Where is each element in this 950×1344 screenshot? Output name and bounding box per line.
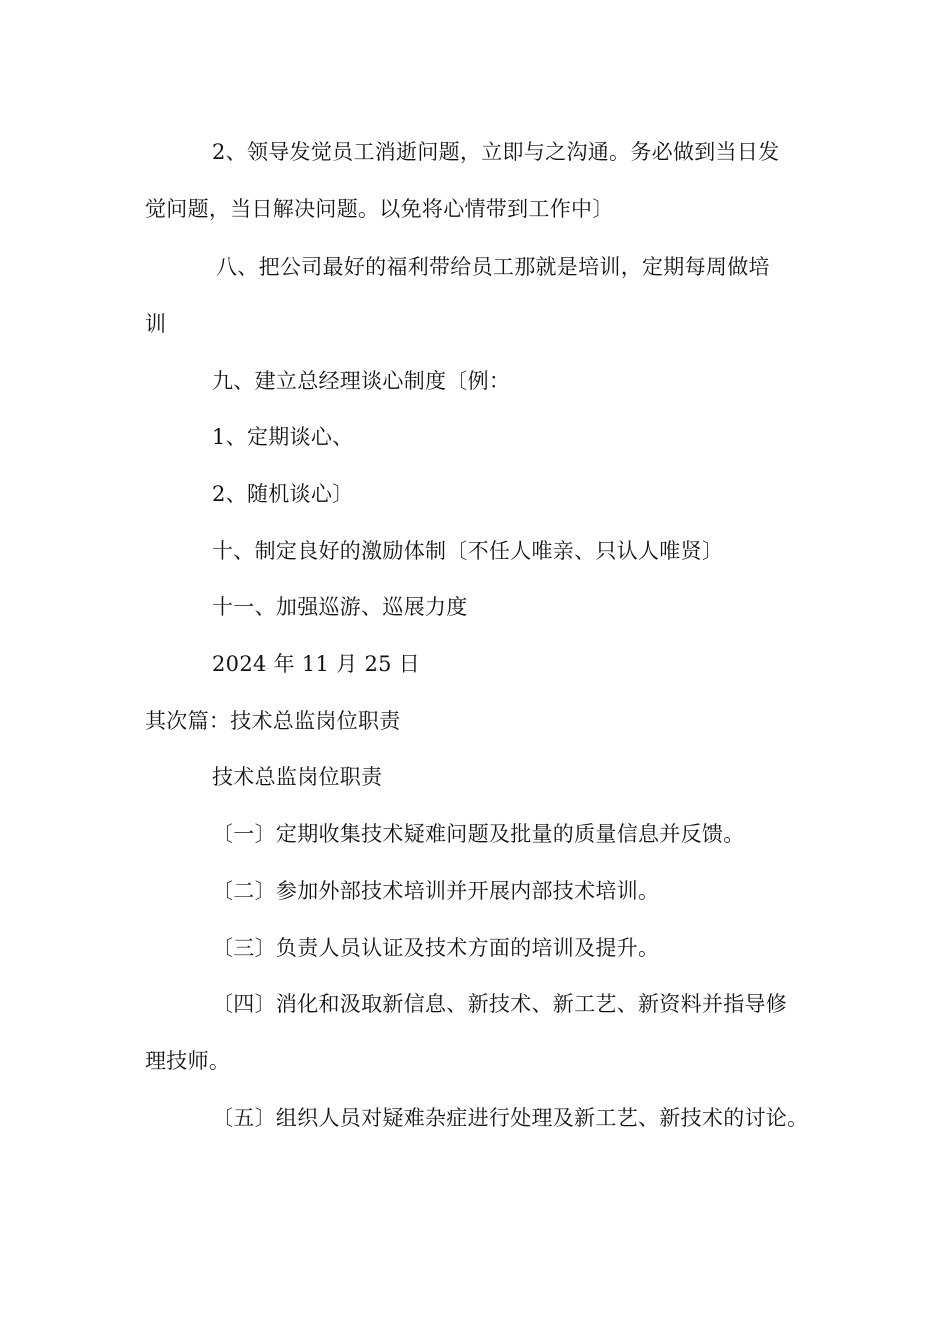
paragraph-line: 〔二〕参加外部技术培训并开展内部技术培训。: [212, 879, 660, 903]
section-heading: 其次篇：技术总监岗位职责: [145, 709, 401, 733]
paragraph-line: 九、建立总经理谈心制度〔例：: [212, 369, 511, 393]
paragraph-line: 〔一〕定期收集技术疑难问题及批量的质量信息并反馈。: [212, 822, 745, 846]
paragraph-line: 1、定期谈心、: [212, 425, 354, 449]
paragraph-line: 十、制定良好的激励体制〔不任人唯亲、只认人唯贤〕: [212, 539, 724, 563]
paragraph-line: 觉问题，当日解决问题。以免将心情带到工作中〕: [145, 197, 614, 221]
paragraph-line: 2、领导发觉员工消逝问题，立即与之沟通。务必做到当日发: [212, 140, 780, 164]
paragraph-line: 〔五〕组织人员对疑难杂症进行处理及新工艺、新技术的讨论。: [212, 1106, 809, 1130]
paragraph-line: 〔四〕消化和汲取新信息、新技术、新工艺、新资料并指导修: [212, 992, 788, 1016]
paragraph-line: 理技师。: [145, 1049, 231, 1073]
paragraph-line: 2、随机谈心〕: [212, 482, 354, 506]
date-line: 2024 年 11 月 25 日: [212, 652, 421, 676]
paragraph-line: 十一、加强巡游、巡展力度: [212, 595, 468, 619]
paragraph-line: 八、把公司最好的福利带给员工那就是培训，定期每周做培: [216, 255, 770, 279]
paragraph-line: 训: [145, 312, 167, 336]
paragraph-line: 〔三〕负责人员认证及技术方面的培训及提升。: [212, 936, 660, 960]
section-subheading: 技术总监岗位职责: [212, 765, 383, 789]
